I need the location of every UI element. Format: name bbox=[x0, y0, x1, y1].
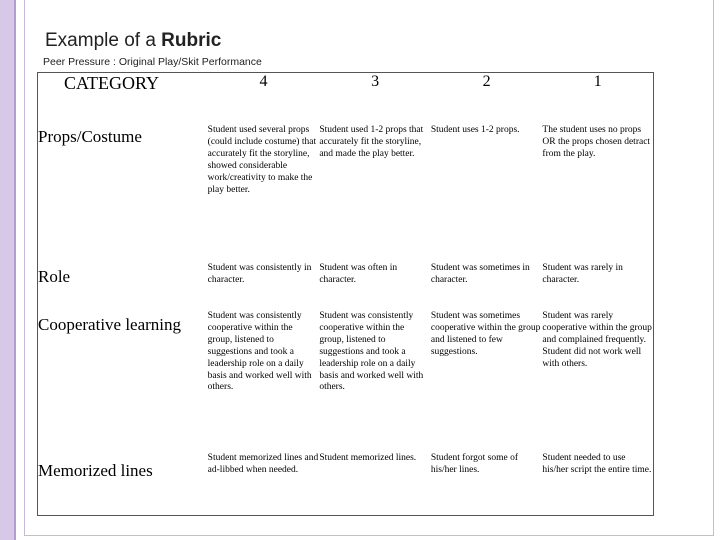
row-cell: Student was consistently cooperative within the group, listened to suggestions and took a leadership role on a daily basis and worked well with others. bbox=[207, 311, 312, 393]
slide-title bbox=[45, 30, 221, 52]
table-row bbox=[38, 309, 653, 451]
row-cell: Student needed to use his/her script the entire time. bbox=[542, 453, 652, 475]
row-category: Cooperative learning bbox=[38, 315, 182, 334]
table-row bbox=[38, 451, 653, 515]
row-cell: Student was consistently cooperative within the group, listened to suggestions and took a leadership role on a daily basis and worked well with others. bbox=[319, 311, 424, 393]
table-row bbox=[38, 261, 653, 309]
slide-title-bold: Rubric bbox=[161, 30, 222, 51]
row-cell: Student memorized lines. bbox=[319, 453, 417, 463]
header-level-3: 3 bbox=[371, 73, 380, 90]
row-cell: Student was consistently in character. bbox=[207, 263, 312, 285]
row-cell: Student forgot some of his/her lines. bbox=[430, 453, 519, 475]
header-category: CATEGORY bbox=[64, 73, 160, 93]
row-category: Memorized lines bbox=[38, 461, 153, 480]
rubric-table bbox=[37, 72, 654, 516]
header-level-4: 4 bbox=[259, 73, 268, 90]
row-category: Role bbox=[38, 267, 71, 286]
row-cell: Student was rarely in character. bbox=[542, 263, 623, 285]
slide-title-plain: Example of a bbox=[45, 30, 162, 51]
row-cell: Student was sometimes cooperative within the group and listened to few suggestions. bbox=[430, 311, 541, 357]
header-level-2: 2 bbox=[482, 73, 491, 90]
row-cell: Student was sometimes in character. bbox=[430, 263, 530, 285]
left-accent-line bbox=[14, 0, 16, 540]
row-cell: Student used several props (could include costume) that accurately fit the storyline, showed considerable work/creativity to make the play better. bbox=[207, 125, 317, 195]
header-row bbox=[38, 73, 653, 123]
row-cell: Student uses 1-2 props. bbox=[430, 125, 520, 135]
header-level-1: 1 bbox=[593, 73, 602, 90]
row-cell: The student uses no props OR the props chosen detract from the play. bbox=[542, 125, 651, 159]
row-cell: Student was rarely cooperative within the group and complained frequently. Student did not work well with others. bbox=[542, 311, 652, 369]
table-row bbox=[38, 123, 653, 261]
left-accent-bar bbox=[0, 0, 14, 540]
slide-subtitle: Peer Pressure : Original Play/Skit Performance bbox=[43, 56, 262, 68]
row-category: Props/Costume bbox=[38, 127, 142, 146]
row-cell: Student memorized lines and ad-libbed when needed. bbox=[207, 453, 319, 475]
row-cell: Student was often in character. bbox=[319, 263, 398, 285]
row-cell: Student used 1-2 props that accurately fit the storyline, and made the play better. bbox=[319, 125, 424, 159]
